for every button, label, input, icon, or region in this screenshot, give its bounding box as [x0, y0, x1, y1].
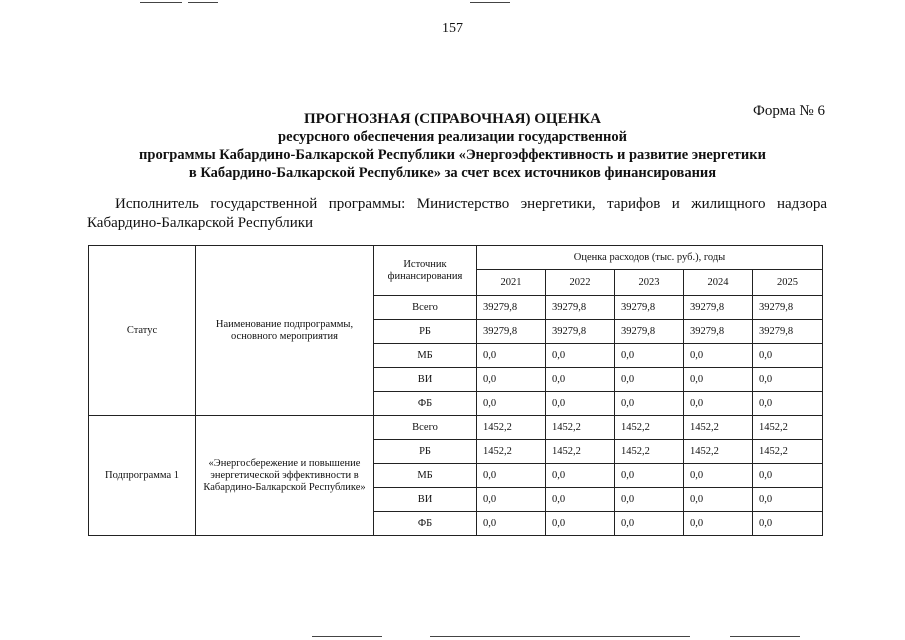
value-cell: 0,0: [477, 344, 546, 368]
source-cell: МБ: [374, 344, 477, 368]
value-cell: 0,0: [477, 512, 546, 536]
value-cell: 39279,8: [684, 320, 753, 344]
value-cell: 0,0: [753, 344, 823, 368]
header-status: Статус: [89, 246, 196, 416]
resource-table: [88, 245, 823, 536]
value-cell: 0,0: [753, 488, 823, 512]
header-year: 2024: [684, 270, 753, 296]
value-cell: 39279,8: [615, 320, 684, 344]
source-cell: Всего: [374, 416, 477, 440]
value-cell: 39279,8: [546, 320, 615, 344]
title-line-1: ПРОГНОЗНАЯ (СПРАВОЧНАЯ) ОЦЕНКА: [304, 111, 601, 127]
value-cell: 39279,8: [477, 320, 546, 344]
name-cell: «Энергосбережение и повышение энергетической эффективности в Кабардино-Балкарской Республике»: [196, 416, 374, 536]
value-cell: 0,0: [684, 512, 753, 536]
header-estimate: Оценка расходов (тыс. руб.), годы: [477, 246, 823, 270]
executor-paragraph: Исполнитель государственной программы: Министерство энергетики, тарифов и жилищного надзора Кабардино-Балкарской Республики: [87, 196, 827, 231]
value-cell: 1452,2: [684, 440, 753, 464]
value-cell: 0,0: [753, 464, 823, 488]
page-number: 157: [442, 21, 463, 36]
source-cell: ФБ: [374, 392, 477, 416]
scan-artifact-line: [430, 636, 690, 637]
value-cell: 0,0: [546, 368, 615, 392]
header-year: 2022: [546, 270, 615, 296]
value-cell: 1452,2: [615, 440, 684, 464]
value-cell: 0,0: [477, 368, 546, 392]
header-name: Наименование подпрограммы, основного мероприятия: [196, 246, 374, 416]
source-cell: РБ: [374, 320, 477, 344]
value-cell: 0,0: [684, 464, 753, 488]
source-cell: Всего: [374, 296, 477, 320]
value-cell: 0,0: [546, 488, 615, 512]
value-cell: 0,0: [615, 368, 684, 392]
header-year: 2023: [615, 270, 684, 296]
value-cell: 0,0: [615, 464, 684, 488]
table-row: [89, 416, 823, 440]
value-cell: 0,0: [684, 344, 753, 368]
value-cell: 1452,2: [546, 416, 615, 440]
value-cell: 1452,2: [753, 440, 823, 464]
value-cell: 0,0: [615, 344, 684, 368]
value-cell: 39279,8: [684, 296, 753, 320]
source-cell: ВИ: [374, 488, 477, 512]
value-cell: 0,0: [546, 392, 615, 416]
title-line-2: ресурсного обеспечения реализации государственной: [278, 129, 627, 145]
header-year: 2021: [477, 270, 546, 296]
title-line-3: программы Кабардино-Балкарской Республики «Энергоэффективность и развитие энергетики: [139, 147, 766, 163]
value-cell: 39279,8: [615, 296, 684, 320]
value-cell: 0,0: [753, 392, 823, 416]
value-cell: 1452,2: [477, 440, 546, 464]
value-cell: 39279,8: [477, 296, 546, 320]
value-cell: 1452,2: [684, 416, 753, 440]
value-cell: 0,0: [546, 344, 615, 368]
value-cell: 0,0: [546, 512, 615, 536]
status-cell: Подпрограмма 1: [89, 416, 196, 536]
document-title: [0, 110, 905, 182]
value-cell: 0,0: [684, 392, 753, 416]
header-source: Источник финансирования: [374, 246, 477, 296]
value-cell: 39279,8: [753, 320, 823, 344]
form-label: Форма № 6: [753, 103, 825, 119]
value-cell: 1452,2: [753, 416, 823, 440]
value-cell: 0,0: [615, 488, 684, 512]
value-cell: 39279,8: [546, 296, 615, 320]
title-line-4: в Кабардино-Балкарской Республике» за счет всех источников финансирования: [188, 165, 717, 181]
value-cell: 1452,2: [615, 416, 684, 440]
value-cell: 0,0: [753, 512, 823, 536]
value-cell: 0,0: [546, 464, 615, 488]
source-cell: ФБ: [374, 512, 477, 536]
value-cell: 0,0: [615, 512, 684, 536]
scan-artifact-line: [140, 2, 182, 3]
value-cell: 0,0: [477, 464, 546, 488]
value-cell: 0,0: [753, 368, 823, 392]
scan-artifact-line: [470, 2, 510, 3]
header-row: [89, 246, 823, 270]
value-cell: 1452,2: [477, 416, 546, 440]
value-cell: 0,0: [684, 368, 753, 392]
scan-artifact-line: [188, 2, 218, 3]
value-cell: 1452,2: [546, 440, 615, 464]
source-cell: РБ: [374, 440, 477, 464]
value-cell: 0,0: [615, 392, 684, 416]
scan-artifact-line: [730, 636, 800, 637]
value-cell: 0,0: [477, 392, 546, 416]
value-cell: 0,0: [477, 488, 546, 512]
value-cell: 0,0: [684, 488, 753, 512]
source-cell: ВИ: [374, 368, 477, 392]
source-cell: МБ: [374, 464, 477, 488]
value-cell: 39279,8: [753, 296, 823, 320]
scan-artifact-line: [312, 636, 382, 637]
header-year: 2025: [753, 270, 823, 296]
